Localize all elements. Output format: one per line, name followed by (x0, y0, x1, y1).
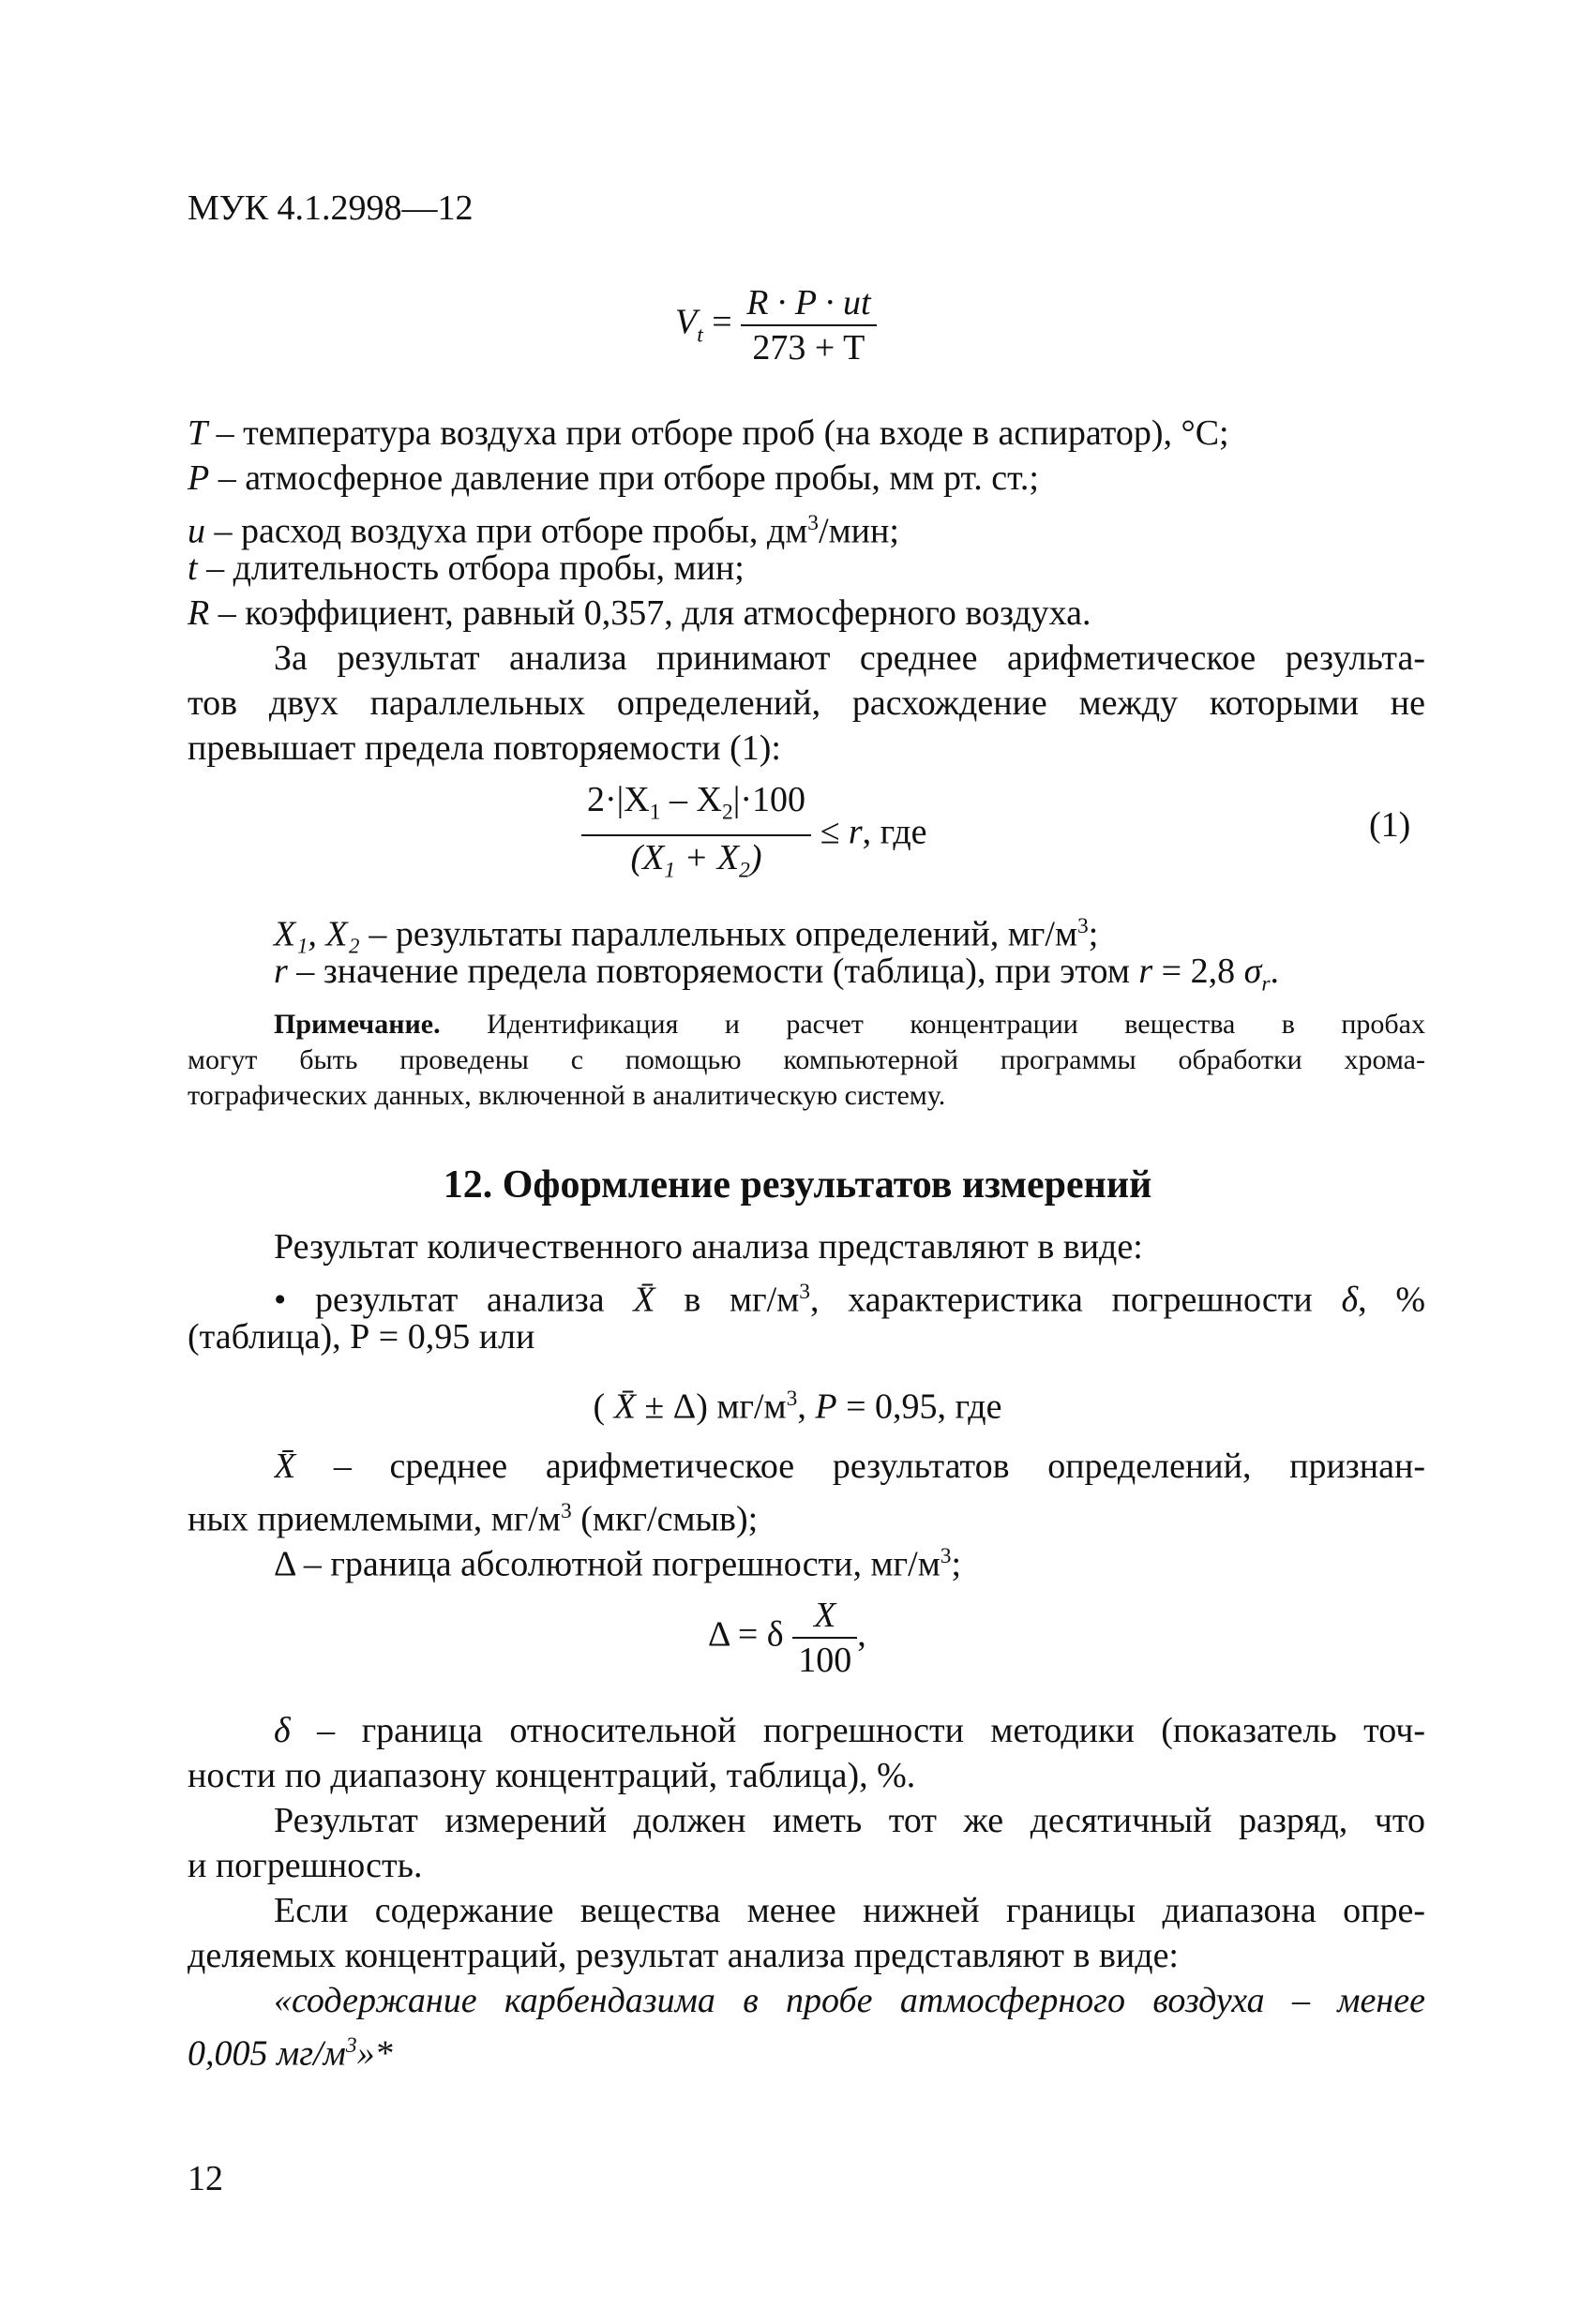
lower-limit-line-2: деляемых концентраций, результат анализа представляют в виде: (188, 1936, 1179, 1975)
bullet-xbar: X̄ (633, 1280, 655, 1320)
document-code: МУК 4.1.2998—12 (188, 188, 474, 228)
relative-error-symbol: δ (274, 1711, 291, 1750)
formula-repeatability-tail: , где (862, 812, 927, 852)
definition-r (274, 949, 1279, 1007)
definition-X-sup: 3 (1077, 914, 1089, 938)
lower-limit-line-1: Если содержание вещества менее нижней границы диапазона опре- (274, 1891, 1425, 1930)
definition-X-text: – результаты параллельных определений, мг/м (359, 914, 1077, 954)
delta-formula-denominator: 100 (792, 1637, 857, 1682)
para-result-line-2: тов двух параллельных определений, расхождение между которыми не (188, 683, 1425, 723)
definition-T-symbol: T (188, 413, 208, 453)
bullet-text-d: , % (1358, 1280, 1425, 1320)
definition-R-text: – коэффициент, равный 0,357, для атмосферного воздуха. (209, 593, 1091, 633)
definition-T (188, 411, 1229, 456)
definition-r-end: . (1270, 952, 1280, 991)
definition-R-symbol: R (188, 593, 210, 633)
bullet-sup: 3 (799, 1280, 811, 1304)
definition-u-tail: /мин; (819, 511, 899, 551)
bullet-line-2: (таблица), Р = 0,95 или (188, 1317, 535, 1357)
definition-t-symbol: t (188, 548, 198, 588)
section-intro: Результат количественного анализа представляют в виде: (274, 1227, 1143, 1267)
xbar-definition-line-1 (274, 1444, 1425, 1489)
definition-P-symbol: P (188, 458, 210, 498)
decimal-line-2: и погрешность. (188, 1846, 423, 1885)
note-label: Примечание. (274, 1009, 441, 1040)
definition-r-text: – значение предела повторяемости (таблица), при этом (287, 952, 1139, 991)
formula-volume-eq: = (712, 302, 732, 342)
definition-r-sigma: σ (1243, 952, 1262, 991)
definition-X-symbols: X₁, X₂ (274, 914, 360, 954)
definition-P (188, 456, 1039, 501)
xbar-definition-line-2: ных приемлемыми, $мг/м^3$ (мкг/смыв); (188, 1499, 759, 1539)
delta-formula-numerator: X (814, 1596, 836, 1635)
relative-error-line-2: ности по диапазону концентраций, таблица), %. (188, 1756, 916, 1795)
result-formula-xbar: X̄ (613, 1387, 636, 1427)
delta-formula-fraction (792, 1594, 857, 1682)
bullet-delta: δ (1341, 1280, 1359, 1320)
decimal-line-1: Результат измерений должен иметь тот же десятичный разряд, что (274, 1801, 1425, 1840)
page-number: 12 (188, 2159, 223, 2198)
definition-u-sup: 3 (807, 511, 820, 535)
formula-repeatability-numerator: $2\cdot|X_1 - X_2|\cdot 100$ (587, 780, 805, 825)
para-result-line-1: За результат анализа принимают среднее арифметическое результа- (274, 638, 1425, 678)
definition-u-symbol: u (188, 511, 205, 551)
note-line-2: могут быть проведены с помощью компьютерной программы обработки хрома- (188, 1044, 1425, 1075)
formula-volume-lhs: V (675, 302, 698, 342)
xbar-symbol: X̄ (274, 1447, 296, 1486)
definition-t (188, 546, 745, 591)
quote-line-1: «содержание карбендазима в пробе атмосферного воздуха – менее (274, 1981, 1425, 2020)
formula-volume (675, 281, 877, 369)
definition-r-eq-symbol: r (1138, 952, 1153, 991)
formula-number: (1) (1369, 805, 1411, 845)
bullet-text-a: • результат анализа (274, 1280, 634, 1320)
definition-t-text: – длительность отбора пробы, мин; (197, 548, 745, 588)
definition-P-text: – атмосферное давление при отборе пробы, мм рт. ст.; (209, 458, 1039, 498)
definition-R (188, 591, 1091, 636)
xbar-definition-text: – среднее арифметическое результатов определений, признан- (295, 1447, 1425, 1486)
definition-u-text: – расход воздуха при отборе пробы, дм (205, 511, 808, 551)
bullet-text-c: , характеристика погрешности (810, 1280, 1342, 1320)
delta-formula-lhs: Δ = δ (708, 1614, 793, 1655)
para-result-line-3: превышает предела повторяемости (1): (188, 728, 781, 768)
delta-definition: Δ – граница абсолютной погрешности, $мг/м^3$; (274, 1544, 962, 1584)
delta-formula (708, 1594, 866, 1682)
note-line-1-text: Идентификация и расчет концентрации вещества в пробах (440, 1009, 1425, 1040)
quote-line-2: 0,005 $мг/м^3»*$ (188, 2033, 393, 2074)
formula-repeatability-fraction (581, 778, 811, 892)
formula-volume-denominator: 273 + T (741, 324, 876, 369)
formula-volume-numerator: R · P · ut (746, 283, 871, 322)
definition-r-sigma-sub: r (1261, 971, 1271, 997)
formula-repeatability (581, 778, 927, 892)
formula-volume-fraction (741, 281, 876, 369)
formula-repeatability-denominator: $(X_1 + X_2)$ (581, 834, 811, 892)
formula-volume-lhs-sub: t (697, 322, 703, 348)
formula-repeatability-relation: ≤ r (820, 812, 863, 852)
definition-T-text: – температура воздуха при отборе проб (на входе в аспиратор), °С; (207, 413, 1229, 453)
relative-error-text: – граница относительной погрешности методики (показатель точ- (290, 1711, 1425, 1750)
section-title: 12. Оформление результатов измерений (443, 1163, 1152, 1207)
bullet-text-b: в мг/м (655, 1280, 800, 1320)
result-formula: ( X̄ ± Δ) $мг/м^3$, P = 0,95, где (593, 1387, 1002, 1427)
definition-r-eq-text: = 2,8 (1152, 952, 1244, 991)
delta-formula-tail: , (857, 1614, 866, 1655)
definition-X-tail: ; (1088, 914, 1099, 954)
definition-r-symbol: r (274, 952, 288, 991)
relative-error-line-1 (274, 1708, 1425, 1753)
note-line-1 (274, 1007, 1425, 1042)
note-line-3: тографических данных, включенной в аналитическую систему. (188, 1080, 946, 1111)
